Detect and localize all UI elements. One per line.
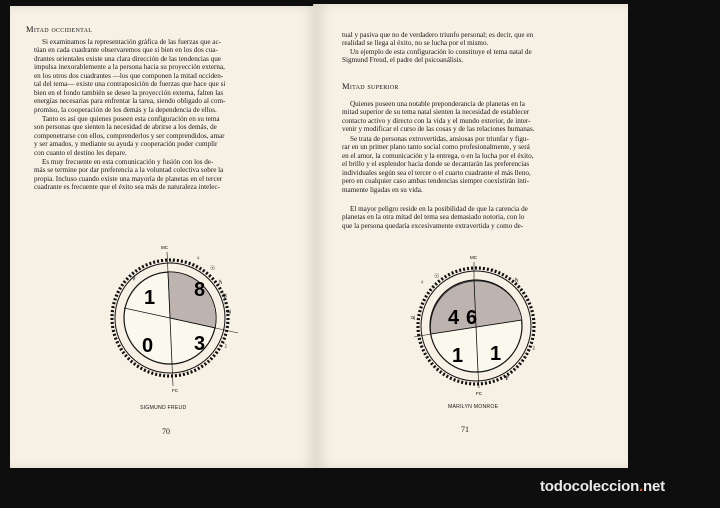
- text-line: que la persona quedaría excesivamente extravertida y como de-: [342, 221, 524, 230]
- text-line: rar en un primer plano tanto social como profesionalmente, y será: [342, 143, 530, 152]
- text-line: individuales según sea el tercer o el cuarto cuadrante el más lleno,: [342, 168, 531, 177]
- watermark-logo: [540, 478, 665, 495]
- planet-glyph-icon: ☽: [222, 344, 228, 350]
- text-line: en los otros dos cuadrantes —los que componen la mitad occiden-: [34, 71, 224, 80]
- planet-glyph-icon: ☉: [210, 266, 216, 272]
- text-line: energías necesarias para enfrentar la tarea, siendo obligado al com-: [34, 97, 226, 106]
- text-line: Quienes poseen una notable preponderancia de planetas en la: [350, 100, 525, 108]
- text-line: mitad superior de su tema natal sienten la necesidad de establecer: [342, 108, 530, 117]
- text-line: y ser amados, y mediante su ayuda y cooperación poder cumplir: [34, 140, 218, 149]
- right-paragraph-top-1: [342, 31, 612, 48]
- text-line: propia. Incluso cuando existe una mayoría de planetas en el tercer: [34, 174, 223, 183]
- text-line: pero en cualquier caso ambas tendencias siempre coexistirán ínti-: [342, 177, 530, 186]
- planet-glyph-icon: ♀: [420, 280, 425, 286]
- natal-chart-freud: [110, 238, 258, 398]
- quadrant-count: 1: [452, 345, 464, 367]
- planet-glyph-icon: ☉: [434, 274, 440, 280]
- text-line: planetas en la otra mitad del tema sea demasiado notoria, con lo: [342, 213, 525, 222]
- text-line: tual y pasiva que no de verdadero triunfo personal; es decir, que en: [342, 31, 534, 39]
- text-line: Se trata de personas extrovertidas, ansiosas por triunfar y figu-: [350, 135, 529, 143]
- text-line: compenetrarse con ellos, comprenderlos y ser comprendidos, amar: [34, 131, 225, 140]
- planet-glyph-icon: ♂: [490, 268, 495, 274]
- section-heading-superior: Mitad superior: [342, 81, 399, 91]
- planet-glyph-icon: ☿: [132, 276, 136, 282]
- planet-glyph-icon: ♄: [514, 278, 520, 284]
- left-paragraph-3: [34, 158, 300, 192]
- watermark-prefix: todocoleccion: [540, 478, 640, 495]
- text-line: El mayor peligro reside en la posibilidad de que la carencia de: [350, 205, 528, 213]
- text-line: impulsa inexorablemente a la persona hacia su proyección externa,: [34, 63, 225, 72]
- chart-fc-label: FC: [172, 388, 178, 393]
- text-line: Un ejemplo de esta configuración lo constituye el tema natal de: [350, 48, 532, 56]
- quadrant-count: 1: [144, 287, 156, 309]
- text-line: contacto activo y directo con la vida y el mundo exterior, de inter-: [342, 116, 531, 125]
- chart-mc-label: MC: [161, 245, 168, 250]
- watermark-dot: .: [639, 478, 644, 495]
- planet-glyph-icon: ♂: [170, 260, 175, 266]
- text-line: túan en cada cuadrante observaremos que si bien en los dos cua-: [34, 46, 218, 55]
- text-line: realidad se llega al éxito, no se lucha por el mismo.: [342, 39, 489, 48]
- text-line: mamente ligadas en su vida.: [342, 185, 423, 194]
- planet-glyph-icon: ☽: [530, 346, 536, 352]
- chart-mc-label: MC: [470, 255, 477, 260]
- text-line: Tanto es así que quienes poseen esta configuración en su tema: [42, 115, 220, 123]
- left-paragraph-1: [34, 38, 300, 114]
- chart-fc-label: FC: [476, 391, 482, 396]
- planet-glyph-icon: ♀: [196, 256, 201, 262]
- text-line: bien en el fondo también se desee la proyección externa, falten las: [34, 88, 224, 97]
- chart-caption-monroe: MARILYN MONROE: [448, 404, 499, 410]
- planet-glyph-icon: ♄: [218, 280, 224, 286]
- right-paragraph-2: [342, 135, 612, 194]
- planet-glyph-icon: ♆: [504, 376, 510, 382]
- right-paragraph-top-2: [342, 48, 612, 65]
- text-line: drantes orientales existe una clara dirección de las tendencias que: [34, 54, 221, 63]
- quadrant-count: 0: [142, 335, 154, 357]
- watermark-suffix: net: [643, 478, 665, 495]
- quadrant-count: 6: [466, 307, 478, 329]
- text-line: Sigmund Freud, el padre del psicoanálisis.: [342, 56, 464, 65]
- quadrant-count: 3: [194, 333, 206, 355]
- text-line: en el amor, la comunicación y la entrega, o en la lucha por el éxito,: [342, 151, 534, 160]
- text-line: son personas que sienten la necesidad de abrirse a los demás, de: [34, 123, 217, 132]
- right-paragraph-3: [342, 205, 612, 230]
- text-line: Es muy frecuente en esta comunicación y fusión con los de-: [42, 158, 214, 166]
- planet-glyph-icon: ♅: [222, 294, 228, 300]
- quadrant-count: 1: [490, 343, 502, 365]
- left-paragraph-2: [34, 115, 300, 157]
- section-heading-occidental: Mitad occidental: [26, 24, 93, 34]
- text-line: Si examinamos la representación gráfica de las fuerzas que ac-: [42, 38, 222, 46]
- text-line: tal del tema— existe una contraposición de fuerzas que hace que si: [34, 80, 226, 89]
- right-paragraph-1: [342, 100, 612, 134]
- natal-chart-monroe: [404, 250, 552, 400]
- text-line: promiso, la cooperación de los demás y la dependencia de ellos.: [34, 105, 217, 114]
- left-page: [10, 6, 316, 468]
- quadrant-count: 4: [448, 307, 460, 329]
- text-line: venir y modificar el curso de las cosas y de las relaciones humanas.: [342, 125, 535, 134]
- right-page: [316, 4, 628, 468]
- text-line: el brillo y el esplendor hacia donde se decantarán las preferencias: [342, 160, 530, 169]
- planet-glyph-icon: ♃: [410, 316, 416, 322]
- text-line: con cuanto el destino les depare.: [34, 148, 127, 157]
- chart-caption-freud: SIGMUND FREUD: [140, 405, 187, 411]
- planet-glyph-icon: ♃: [226, 310, 232, 316]
- page-number-left: 70: [162, 427, 170, 436]
- text-line: más se termine por dar preferencia a la voluntad colectiva sobre la: [34, 166, 224, 175]
- page-number-right: 71: [461, 425, 469, 434]
- quadrant-count: 8: [194, 279, 206, 301]
- text-line: cuadrante es frecuente que el éxito sea más de naturaleza intelec-: [34, 183, 220, 192]
